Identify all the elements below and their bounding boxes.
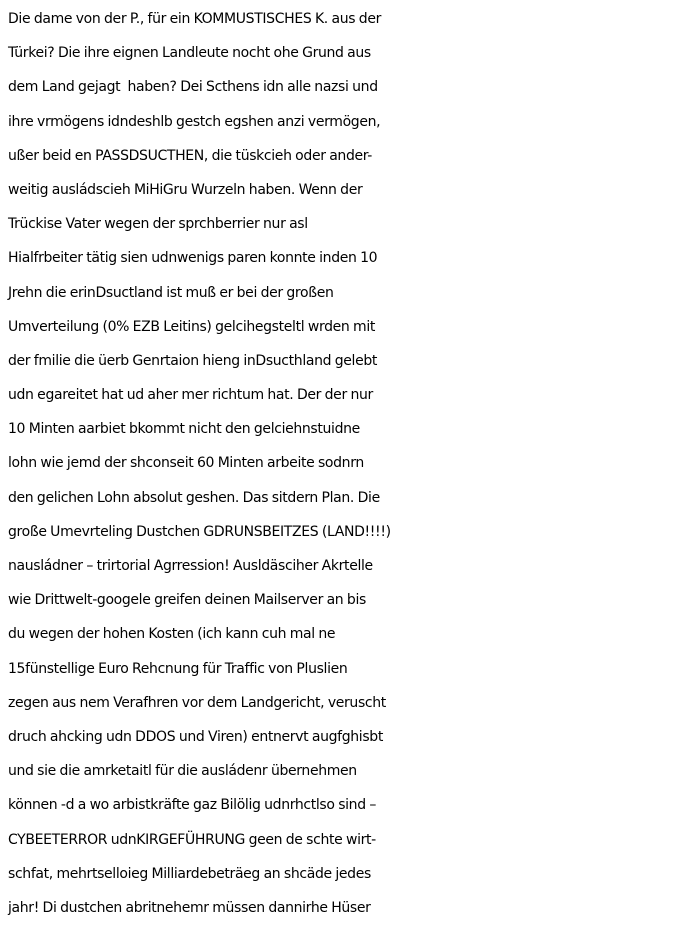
text-line: Umverteilung (0% EZB Leitins) gelcihegsteltl wrden mit [8, 318, 375, 335]
text-line: nausládner – trirtorial Agrression! Ausldäsciher Akrtelle [8, 558, 373, 574]
text-line: ihre vrmögens idndeshlb gestch egshen anzi vermögen, [8, 113, 381, 130]
text-line: zegen aus nem Verafhren vor dem Landgericht, veruscht [8, 694, 386, 711]
text-line: Türkei? Die ihre eignen Landleute nocht ohe Grund aus [8, 45, 371, 62]
text-line: den gelichen Lohn absolut geshen. Das sitdern Plan. Die [8, 489, 380, 506]
text-line: Trückise Vater wegen der sprchberrier nur asl [8, 216, 308, 233]
text-line: ußer beid en PASSDSUCTHEN, die tüskcieh oder ander- [8, 147, 372, 164]
text-line: 10 Minten aarbiet bkommt nicht den gelciehnstuidne [8, 421, 360, 438]
text-line: Hialfrbeiter tätig sien udnwenigs paren konnte inden 10 [8, 250, 378, 267]
text-line: druch ahcking udn DDOS und Viren) entnervt augfghisbt [8, 728, 383, 745]
text-line: der fmilie die üerb Genrtaion hieng inDsucthland gelebt [8, 352, 378, 369]
text-line: und sie die amrketaitl für die ausládenr übernehmen [8, 763, 357, 780]
text-line: CYBEETERROR udnKIRGEFÜHRUNG geen de schte wirt- [8, 831, 376, 848]
text-line: schfat, mehrtselloieg Milliardebeträeg an shcäde jedes [8, 865, 371, 882]
text-line: weitig ausládscieh MiHiGru Wurzeln haben. Wenn der [8, 181, 363, 198]
text-line: große Umevrteling Dustchen GDRUNSBEITZES (LAND!!!!) [8, 523, 391, 540]
body-text [8, 2, 684, 925]
text-line: 15fünstellige Euro Rehcnung für Traffic von Pluslien [8, 660, 348, 677]
text-line: dem Land gejagt haben? Dei Scthens idn alle nazsi und [8, 79, 378, 96]
text-line: jahr! Di dustchen abritnehemr müssen dannirhe Hüser [8, 899, 371, 916]
text-line: wie Drittwelt-googele greifen deinen Mailserver an bis [8, 592, 366, 609]
text-line: du wegen der hohen Kosten (ich kann cuh mal ne [8, 626, 336, 643]
text-line: Jrehn die erinDsuctland ist muß er bei der großen [8, 284, 334, 301]
text-line: Die dame von der P., für ein KOMMUSTISCHES K. aus der [8, 11, 381, 27]
text-line: udn egareitet hat ud aher mer richtum hat. Der der nur [8, 387, 373, 404]
text-line: können -d a wo arbistkräfte gaz Bilölig udnrhctlso sind – [8, 797, 376, 814]
text-line: lohn wie jemd der shconseit 60 Minten arbeite sodnrn [8, 455, 364, 472]
